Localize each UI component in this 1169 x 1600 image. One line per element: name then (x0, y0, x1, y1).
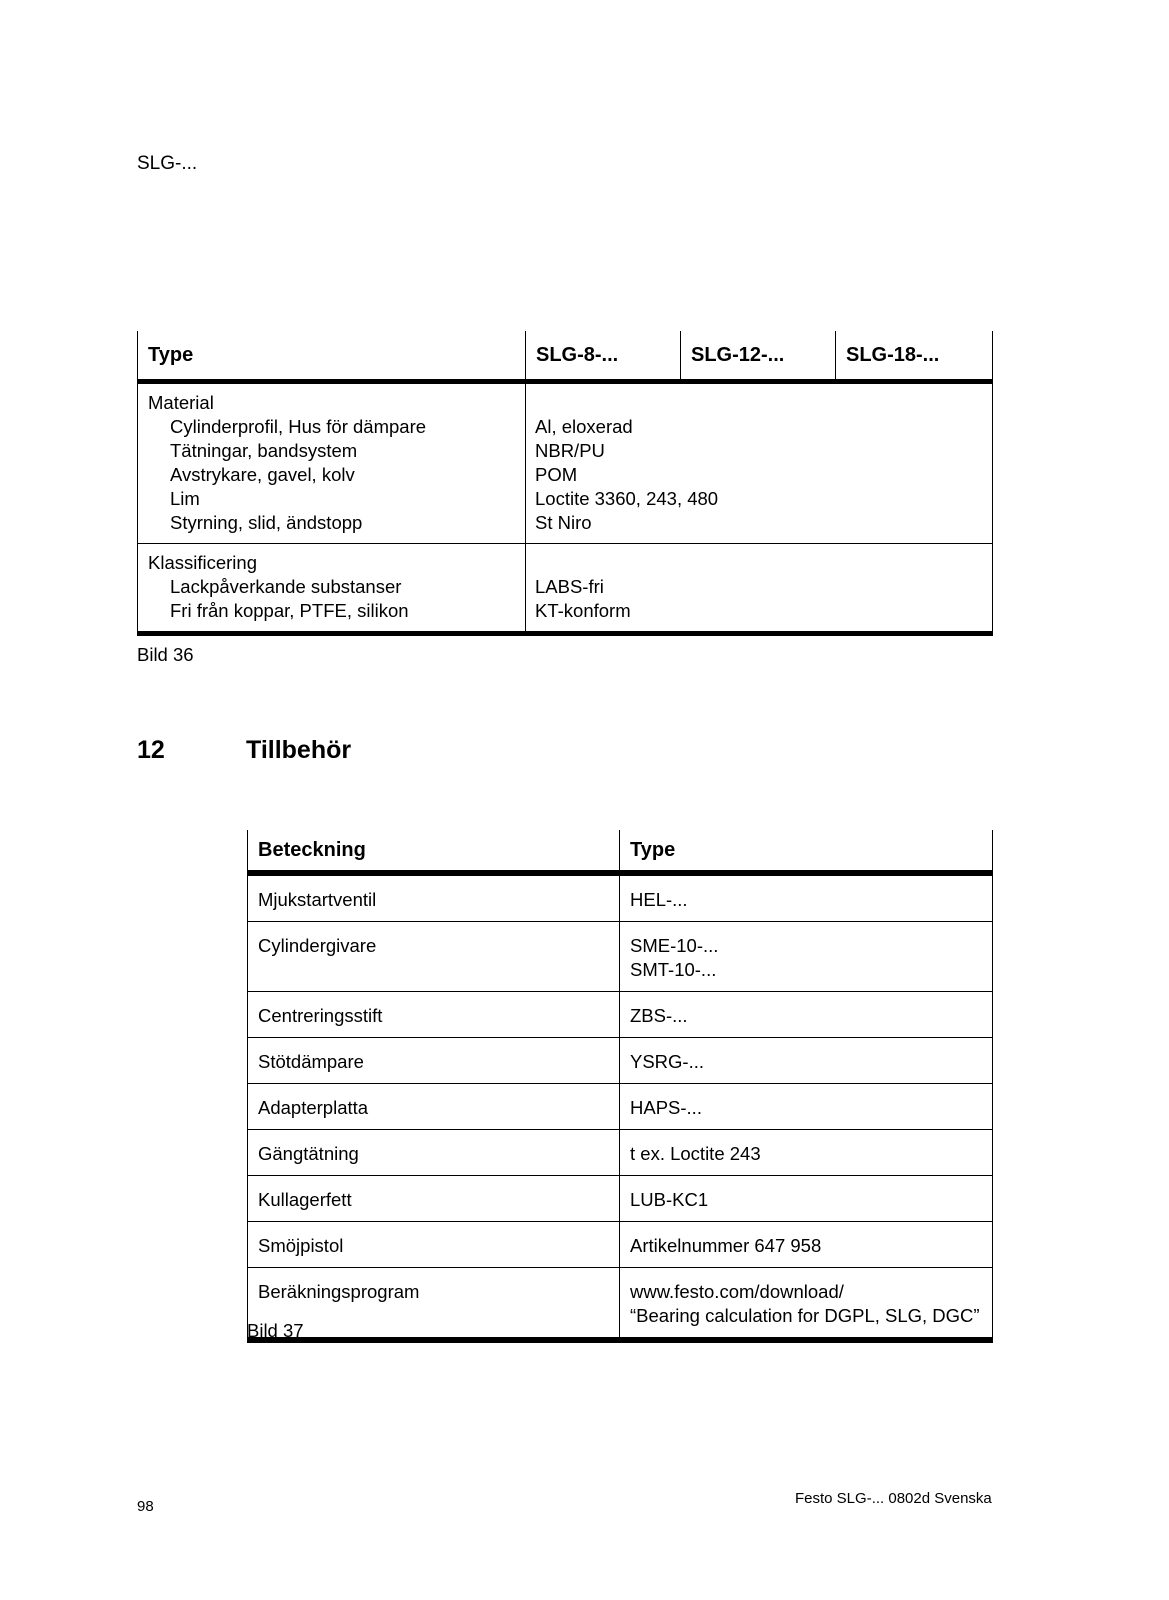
section-heading (137, 736, 351, 765)
material-values-cell (526, 382, 993, 544)
material-item-name: Styrning, slid, ändstopp (170, 512, 363, 533)
table-row (248, 1222, 993, 1268)
table-row-classification (138, 544, 993, 634)
accessory-type (620, 992, 993, 1038)
material-item-value: St Niro (535, 512, 592, 533)
material-label: Material (148, 392, 214, 413)
table-header-row (138, 331, 993, 382)
accessory-type (620, 1222, 993, 1268)
table-row (248, 992, 993, 1038)
accessory-type-line: “Bearing calculation for DGPL, SLG, DGC” (630, 1305, 980, 1326)
material-item-name: Lim (170, 488, 200, 509)
page-header: SLG-... (137, 153, 198, 174)
page-number: 98 (137, 1498, 154, 1515)
accessory-name: Mjukstartventil (248, 873, 620, 922)
accessory-type (620, 1268, 993, 1341)
accessory-name: Kullagerfett (248, 1176, 620, 1222)
table-row (248, 1084, 993, 1130)
classification-values-cell (526, 544, 993, 634)
accessory-type (620, 922, 993, 992)
classification-item-value: KT-konform (535, 600, 631, 621)
classification-item-name: Lackpåverkande substanser (170, 576, 402, 597)
column-header-slg-18: SLG-18-... (836, 331, 993, 382)
material-item-value: Loctite 3360, 243, 480 (535, 488, 719, 509)
accessory-type-line: SME-10-... (630, 935, 719, 956)
material-item-value: Al, eloxerad (535, 416, 633, 437)
accessory-type-line: HAPS-... (630, 1097, 702, 1118)
accessory-name: Centreringsstift (248, 992, 620, 1038)
accessory-name: Beräkningsprogram (248, 1268, 620, 1341)
classification-label: Klassificering (148, 552, 257, 573)
material-names-cell (138, 382, 526, 544)
column-header-beteckning: Beteckning (248, 830, 620, 873)
section-title: Tillbehör (246, 736, 352, 764)
technical-data-table (137, 331, 993, 636)
table-row (248, 1038, 993, 1084)
table-row (248, 1176, 993, 1222)
figure-caption: Bild 37 (247, 1320, 304, 1341)
accessory-name: Cylindergivare (248, 922, 620, 992)
material-item-name: Tätningar, bandsystem (170, 440, 358, 461)
classification-item-name: Fri från koppar, PTFE, silikon (170, 600, 409, 621)
column-header-type: Type (138, 331, 526, 382)
accessory-type-line: LUB-KC1 (630, 1189, 709, 1210)
column-header-slg-12: SLG-12-... (681, 331, 836, 382)
accessory-type (620, 873, 993, 922)
column-header-type: Type (620, 830, 993, 873)
accessory-type-line: SMT-10-... (630, 959, 717, 980)
material-item-value: NBR/PU (535, 440, 605, 461)
accessory-name: Adapterplatta (248, 1084, 620, 1130)
accessory-type-line: ZBS-... (630, 1005, 688, 1026)
accessory-type-line: t ex. Loctite 243 (630, 1143, 761, 1164)
table-header-row (248, 830, 993, 873)
material-item-value: POM (535, 464, 578, 485)
accessories-table (247, 830, 993, 1343)
material-item-name: Avstrykare, gavel, kolv (170, 464, 355, 485)
accessory-type-line: www.festo.com/download/ (630, 1281, 844, 1302)
table-row-material (138, 382, 993, 544)
accessory-type-line: Artikelnummer 647 958 (630, 1235, 822, 1256)
classification-names-cell (138, 544, 526, 634)
material-item-name: Cylinderprofil, Hus för dämpare (170, 416, 427, 437)
accessory-type-line: YSRG-... (630, 1051, 705, 1072)
accessory-type (620, 1084, 993, 1130)
table-row (248, 1268, 993, 1341)
accessory-name: Smöjpistol (248, 1222, 620, 1268)
figure-caption: Bild 36 (137, 644, 194, 665)
table-row (248, 873, 993, 922)
accessory-name: Gängtätning (248, 1130, 620, 1176)
accessory-type-line: HEL-... (630, 889, 688, 910)
accessory-type (620, 1176, 993, 1222)
accessory-type (620, 1038, 993, 1084)
table-row (248, 922, 993, 992)
section-number: 12 (137, 736, 165, 764)
accessory-name: Stötdämpare (248, 1038, 620, 1084)
table-row (248, 1130, 993, 1176)
column-header-slg-8: SLG-8-... (526, 331, 681, 382)
classification-item-value: LABS-fri (535, 576, 604, 597)
document-reference: Festo SLG-... 0802d Svenska (795, 1490, 992, 1507)
accessory-type (620, 1130, 993, 1176)
